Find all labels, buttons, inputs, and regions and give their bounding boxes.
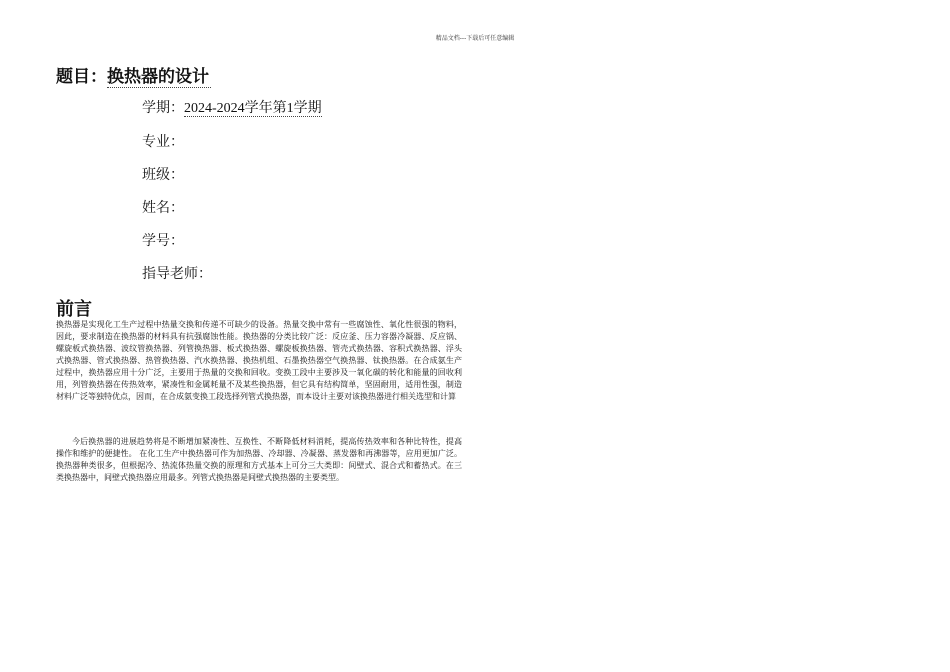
name-row <box>142 197 184 217</box>
name-label: 姓名： <box>142 200 184 216</box>
document-title <box>56 62 211 87</box>
class-row <box>142 164 184 184</box>
student-id-label: 学号： <box>142 233 184 249</box>
major-label: 专业： <box>142 134 184 150</box>
student-id-row <box>142 230 184 250</box>
semester-value: 2024-2024学年第1学期 <box>184 101 322 116</box>
preface-heading: 前言 <box>56 299 92 320</box>
title-value: 换热器的设计 <box>107 67 209 87</box>
header-note: 精品文档---下载后可任意编辑 <box>435 35 515 42</box>
semester-row <box>142 97 322 117</box>
semester-label: 学期： <box>142 100 184 116</box>
title-label: 题目： <box>56 67 107 87</box>
major-row <box>142 131 184 151</box>
preface-paragraph-2: 今后换热器的进展趋势将是不断增加紧凑性、互换性、不断降低材料消耗，提高传热效率和各种比特性，提高操作和维护的便捷性。 在化工生产中换热器可作为加热器、冷却器、冷凝器、蒸发器和再沸器等，应用更加广泛。换热器种类很多，但根据冷、热流体热量交换的原理和方式基本上可分三大类即：间壁式、混合式和蓄热式。在三类换热器中，间壁式换热器应用最多。列管式换热器是间壁式换热器的主要类型。 <box>56 437 462 482</box>
class-label: 班级： <box>142 167 184 183</box>
advisor-label: 指导老师： <box>142 266 212 282</box>
preface-paragraph-1: 换热器是实现化工生产过程中热量交换和传递不可缺少的设备。热量交换中常有一些腐蚀性、氧化性很强的物料，因此，要求制造在换热器的材料具有抗强腐蚀性能。换热器的分类比较广泛：反应釜、压力容器冷凝器、反应锅、螺旋板式换热器、波纹管换热器、列管换热器、板式换热器、螺旋板换热器、管壳式换热器、容积式换热器、浮头式换热器、管式换热器、热管换热器、汽水换热器、换热机组、石墨换热器空气换热器、钛换热器。在合成氨生产过程中，换热器应用十分广泛，主要用于热量的交换和回收。变换工段中主要涉及一氧化碳的转化和能量的回收利用，列管换热器在传热效率，紧凑性和金属耗量不及某些换热器，但它具有结构简单，坚固耐用，适用性强，制造材料广泛等独特优点，因而，在合成氨变换工段选择列管式换热器，而本设计主要对该换热器进行相关选型和计算 <box>56 320 462 401</box>
advisor-row <box>142 263 212 283</box>
